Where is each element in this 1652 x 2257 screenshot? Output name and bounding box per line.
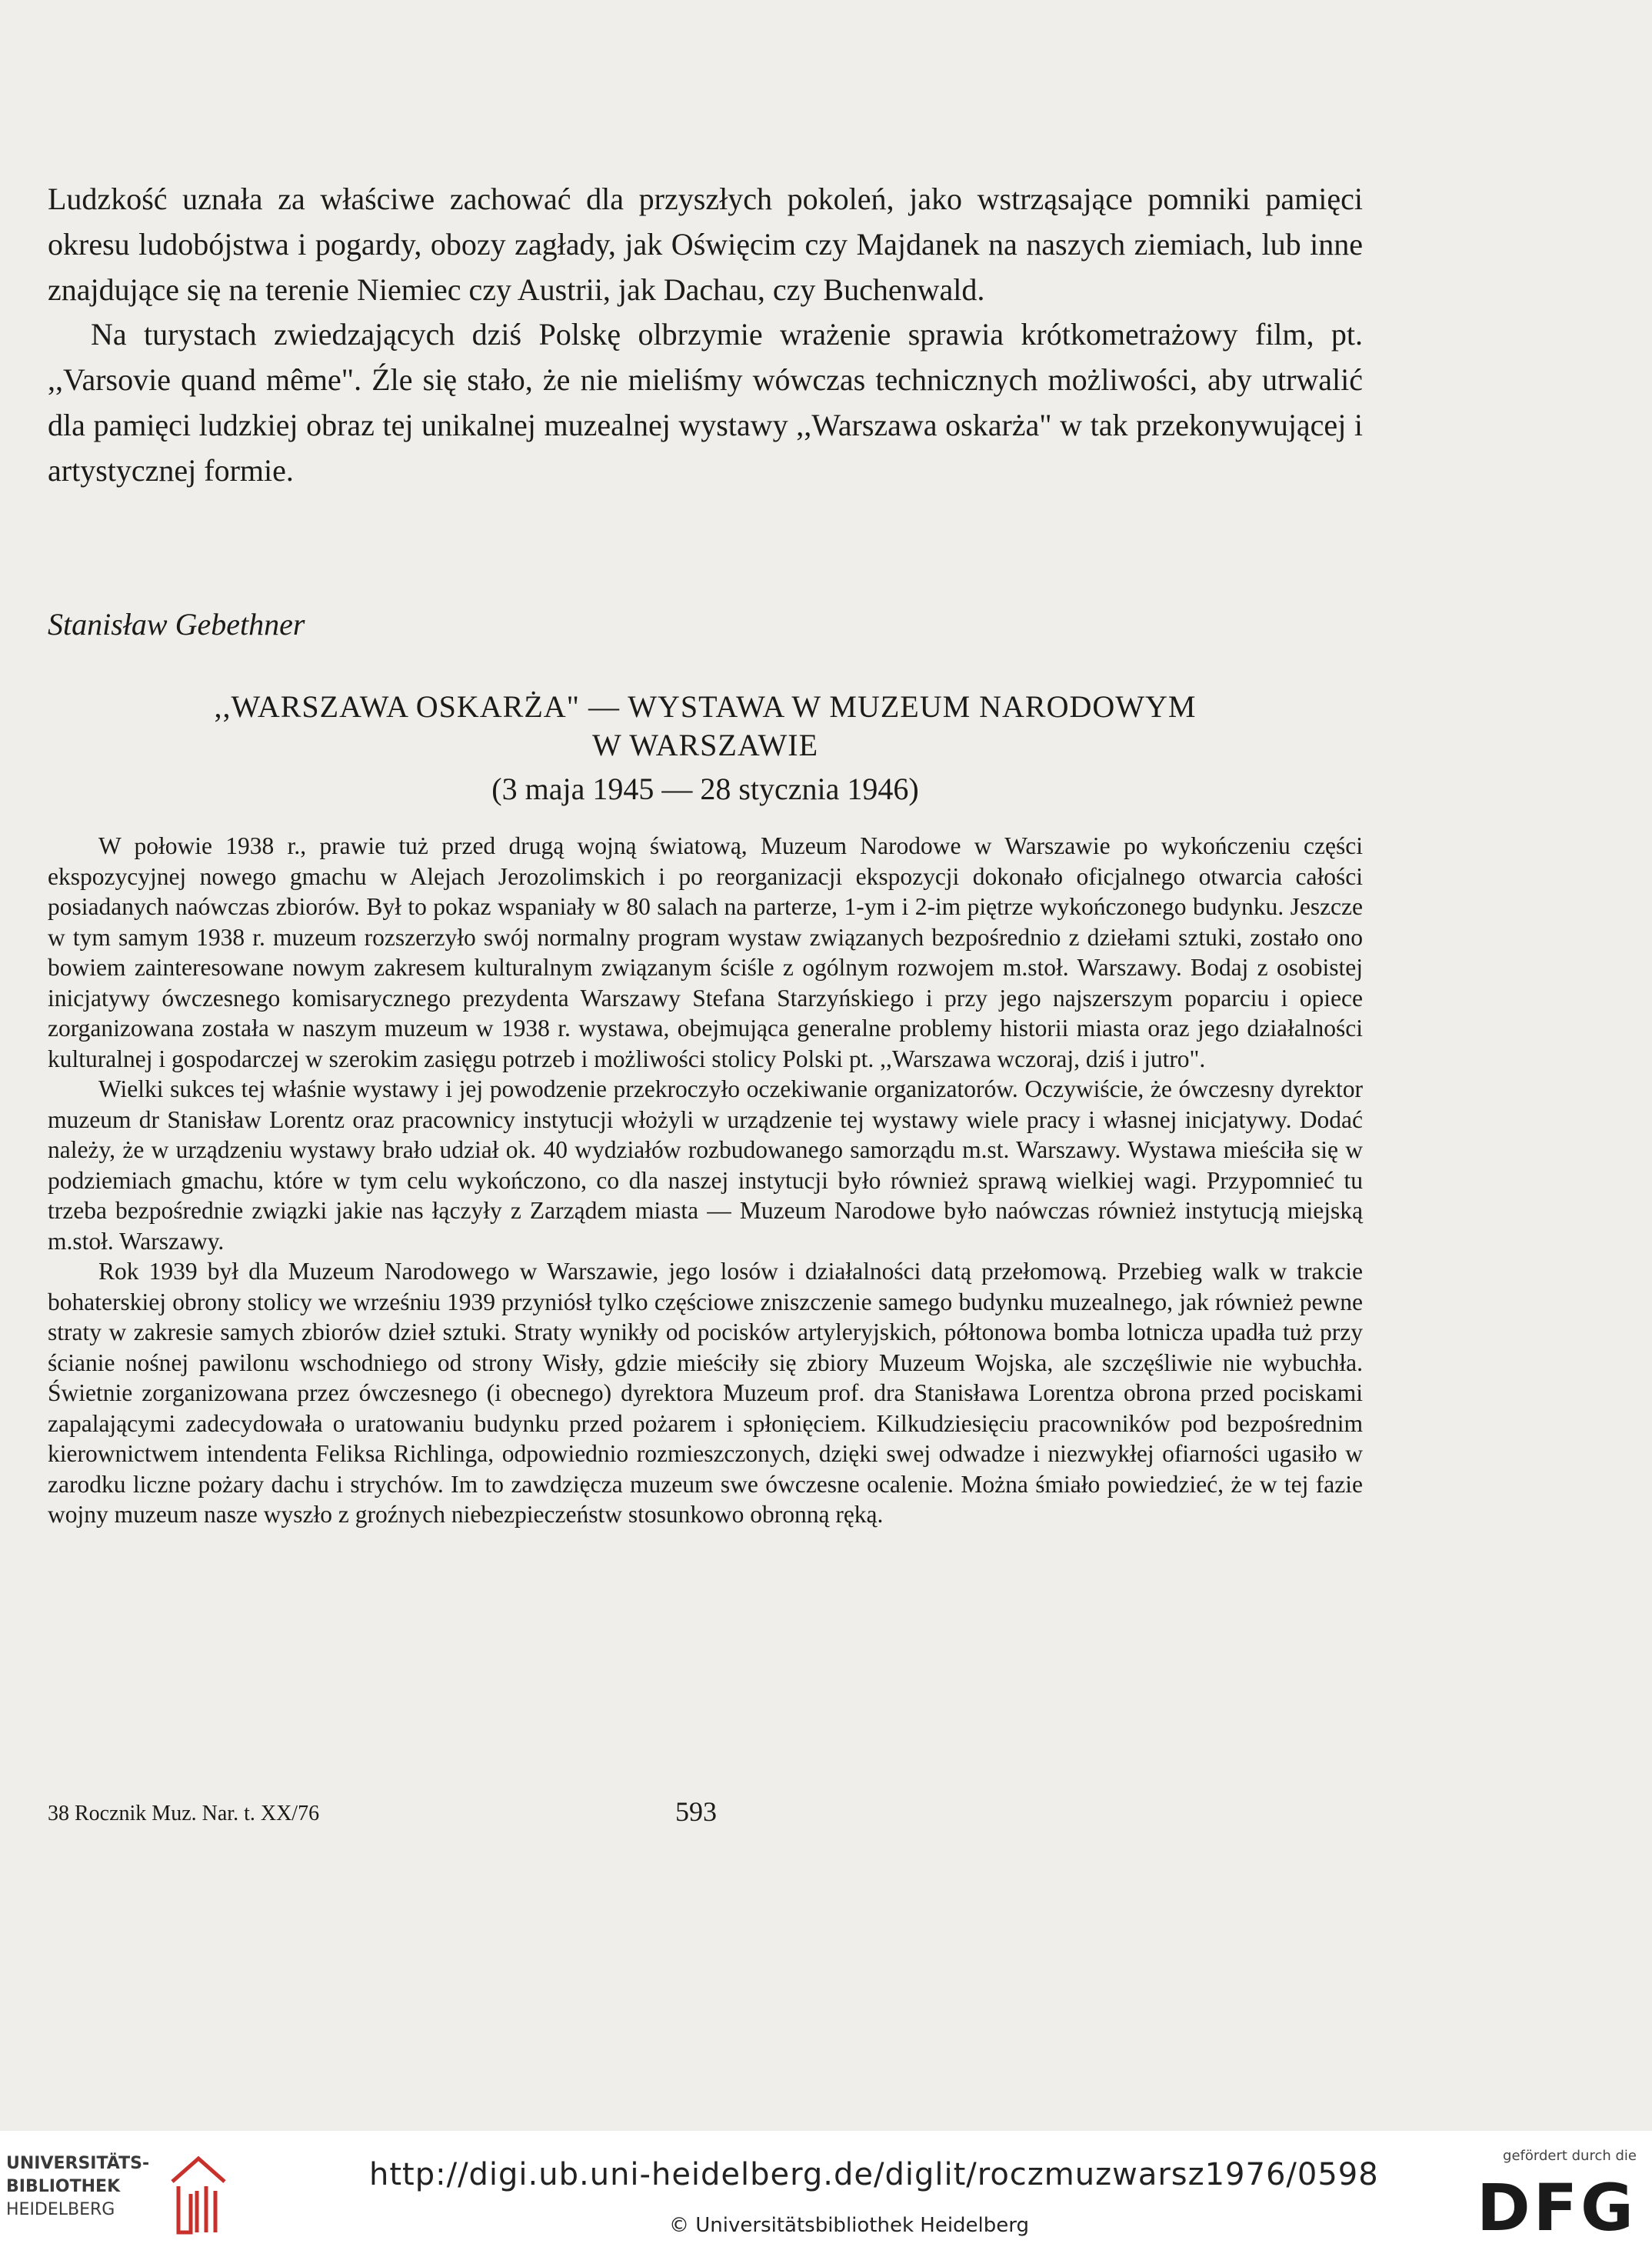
title-line-2: W WARSZAWIE [591, 728, 819, 762]
library-name-line-1: UNIVERSITÄTS- [6, 2154, 150, 2173]
intro-paragraph-2: Na turystach zwiedzających dziś Polskę olbrzymie wrażenie sprawia krótkometrażowy film, pt. ,,Varsovie quand même". Źle się stało, że nie mieliśmy wówczas technicznych możliwości, aby utrwalić dla pamięci ludzkiej obraz tej unikalnej muzealnej wystawy ,,Warszawa oskarża" w tak przekonywującej i artystycznej formie. [48, 317, 1363, 488]
library-mark-icon [168, 2155, 229, 2235]
page-number: 593 [675, 1796, 717, 1827]
intro-section [48, 177, 1363, 494]
permalink-url[interactable]: http://digi.ub.uni-heidelberg.de/diglit/roczmuzwarsz1976/0598 [369, 2157, 1379, 2192]
dfg-logo: DFG [1476, 2170, 1637, 2245]
funding-label: gefördert durch die [1503, 2148, 1637, 2164]
intro-paragraph-1: Ludzkość uznała za właściwe zachować dla przyszłych pokoleń, jako wstrząsające pomniki pamięci okresu ludobójstwa i pogardy, obozy zagłady, jak Oświęcim czy Majdanek na naszych ziemiach, lub inne znajdujące się na terenie Niemiec czy Austrii, jak Dachau, czy Buchenwald. [48, 182, 1363, 307]
dfg-funding[interactable] [1467, 2148, 1637, 2248]
article-title [48, 688, 1363, 814]
library-name [6, 2152, 149, 2222]
library-name-line-2: BIBLIOTHEK [6, 2177, 121, 2196]
article-author: Stanisław Gebethner [48, 607, 305, 642]
viewer-footer [0, 2131, 1652, 2257]
library-logo[interactable] [6, 2152, 229, 2237]
library-name-line-3: HEIDELBERG [6, 2200, 115, 2219]
copyright-notice: © Universitätsbibliothek Heidelberg [669, 2214, 1030, 2237]
title-dates: (3 maja 1945 — 28 stycznia 1946) [491, 772, 919, 806]
title-line-1: ,,WARSZAWA OSKARŻA" — WYSTAWA W MUZEUM NARODOWYM [214, 689, 1197, 724]
article-body [48, 831, 1363, 1530]
body-paragraph-3: Rok 1939 był dla Muzeum Narodowego w Warszawie, jego losów i działalności datą przełomową. Przebieg walk w trakcie bohaterskiej obrony stolicy we wrześniu 1939 przyniósł tylko częściowe zniszczenie samego budynku muzealnego, jak również pewne straty w zakresie samych zbiorów dzieł sztuki. Straty wynikły od pocisków artyleryjskich, półtonowa bomba lotnicza upadła tuż przy ścianie nośnej pawilonu wschodniego od strony Wisły, gdzie mieściły się zbiory Muzeum Wojska, ale szczęśliwie nie wybuchła. Świetnie zorganizowana przez ówczesnego (i obecnego) dyrektora Muzeum prof. dra Stanisława Lorentza obrona przed pociskami zapalającymi zadecydowała o uratowaniu budynku przed pożarem i spłonięciem. Kilkudziesięciu pracowników pod bezpośrednim kierownictwem intendenta Feliksa Richlinga, odpowiednio rozmieszczonych, dzięki swej odwadze i niezwykłej ofiarności ugasiło w zarodku liczne pożary dachu i strychów. Im to zawdzięcza muzeum swe ówczesne ocalenie. Można śmiało powiedzieć, że w tej fazie wojny muzeum nasze wyszło z groźnych niebezpieczeństw stosunkowo obronną ręką. [48, 1258, 1363, 1528]
body-paragraph-1: W połowie 1938 r., prawie tuż przed drugą wojną światową, Muzeum Narodowe w Warszawie po wykończeniu części ekspozycyjnej nowego gmachu w Alejach Jerozolimskich i po reorganizacji ekspozycji dokonało oficjalnego otwarcia całości posiadanych naówczas zbiorów. Był to pokaz wspaniały w 80 salach na parterze, 1-ym i 2-im piętrze wykończonego budynku. Jeszcze w tym samym 1938 r. muzeum rozszerzyło swój normalny program wystaw związanych bezpośrednio z dziełami sztuki, zostało ono bowiem zainteresowane nowym zakresem kulturalnym związanym ściśle z ogólnym rozwojem m.stoł. Warszawy. Bodaj z osobistej inicjatywy ówczesnego komisarycznego prezydenta Warszawy Stefana Starzyńskiego i przy jego najszerszym poparciu i opiece zorganizowana została w naszym muzeum w 1938 r. wystawa, obejmująca generalne problemy historii miasta oraz jego działalności kulturalnej i gospodarczej w szerokim zasięgu potrzeb i możliwości stolicy Polski pt. ,,Warszawa wczoraj, dziś i jutro". [48, 832, 1363, 1072]
signature-mark: 38 Rocznik Muz. Nar. t. XX/76 [48, 1802, 320, 1825]
body-paragraph-2: Wielki sukces tej właśnie wystawy i jej powodzenie przekroczyło oczekiwanie organizatorów. Oczywiście, że ówczesny dyrektor muzeum dr Stanisław Lorentz oraz pracownicy instytucji włożyli w urządzenie tej wystawy wiele pracy i własnej inicjatywy. Dodać należy, że w urządzeniu wystawy brało udział ok. 40 wydziałów rozbudowanego samorządu m.st. Warszawy. Wystawa mieściła się w podziemiach gmachu, które w tym celu wykończono, co dla naszej instytucji było również sprawą wielkiej wagi. Przypomnieć tu trzeba bezpośrednie związki jakie nas łączyły z Zarządem miasta — Muzeum Narodowe było naówczas również instytucją miejską m.stoł. Warszawy. [48, 1075, 1363, 1255]
